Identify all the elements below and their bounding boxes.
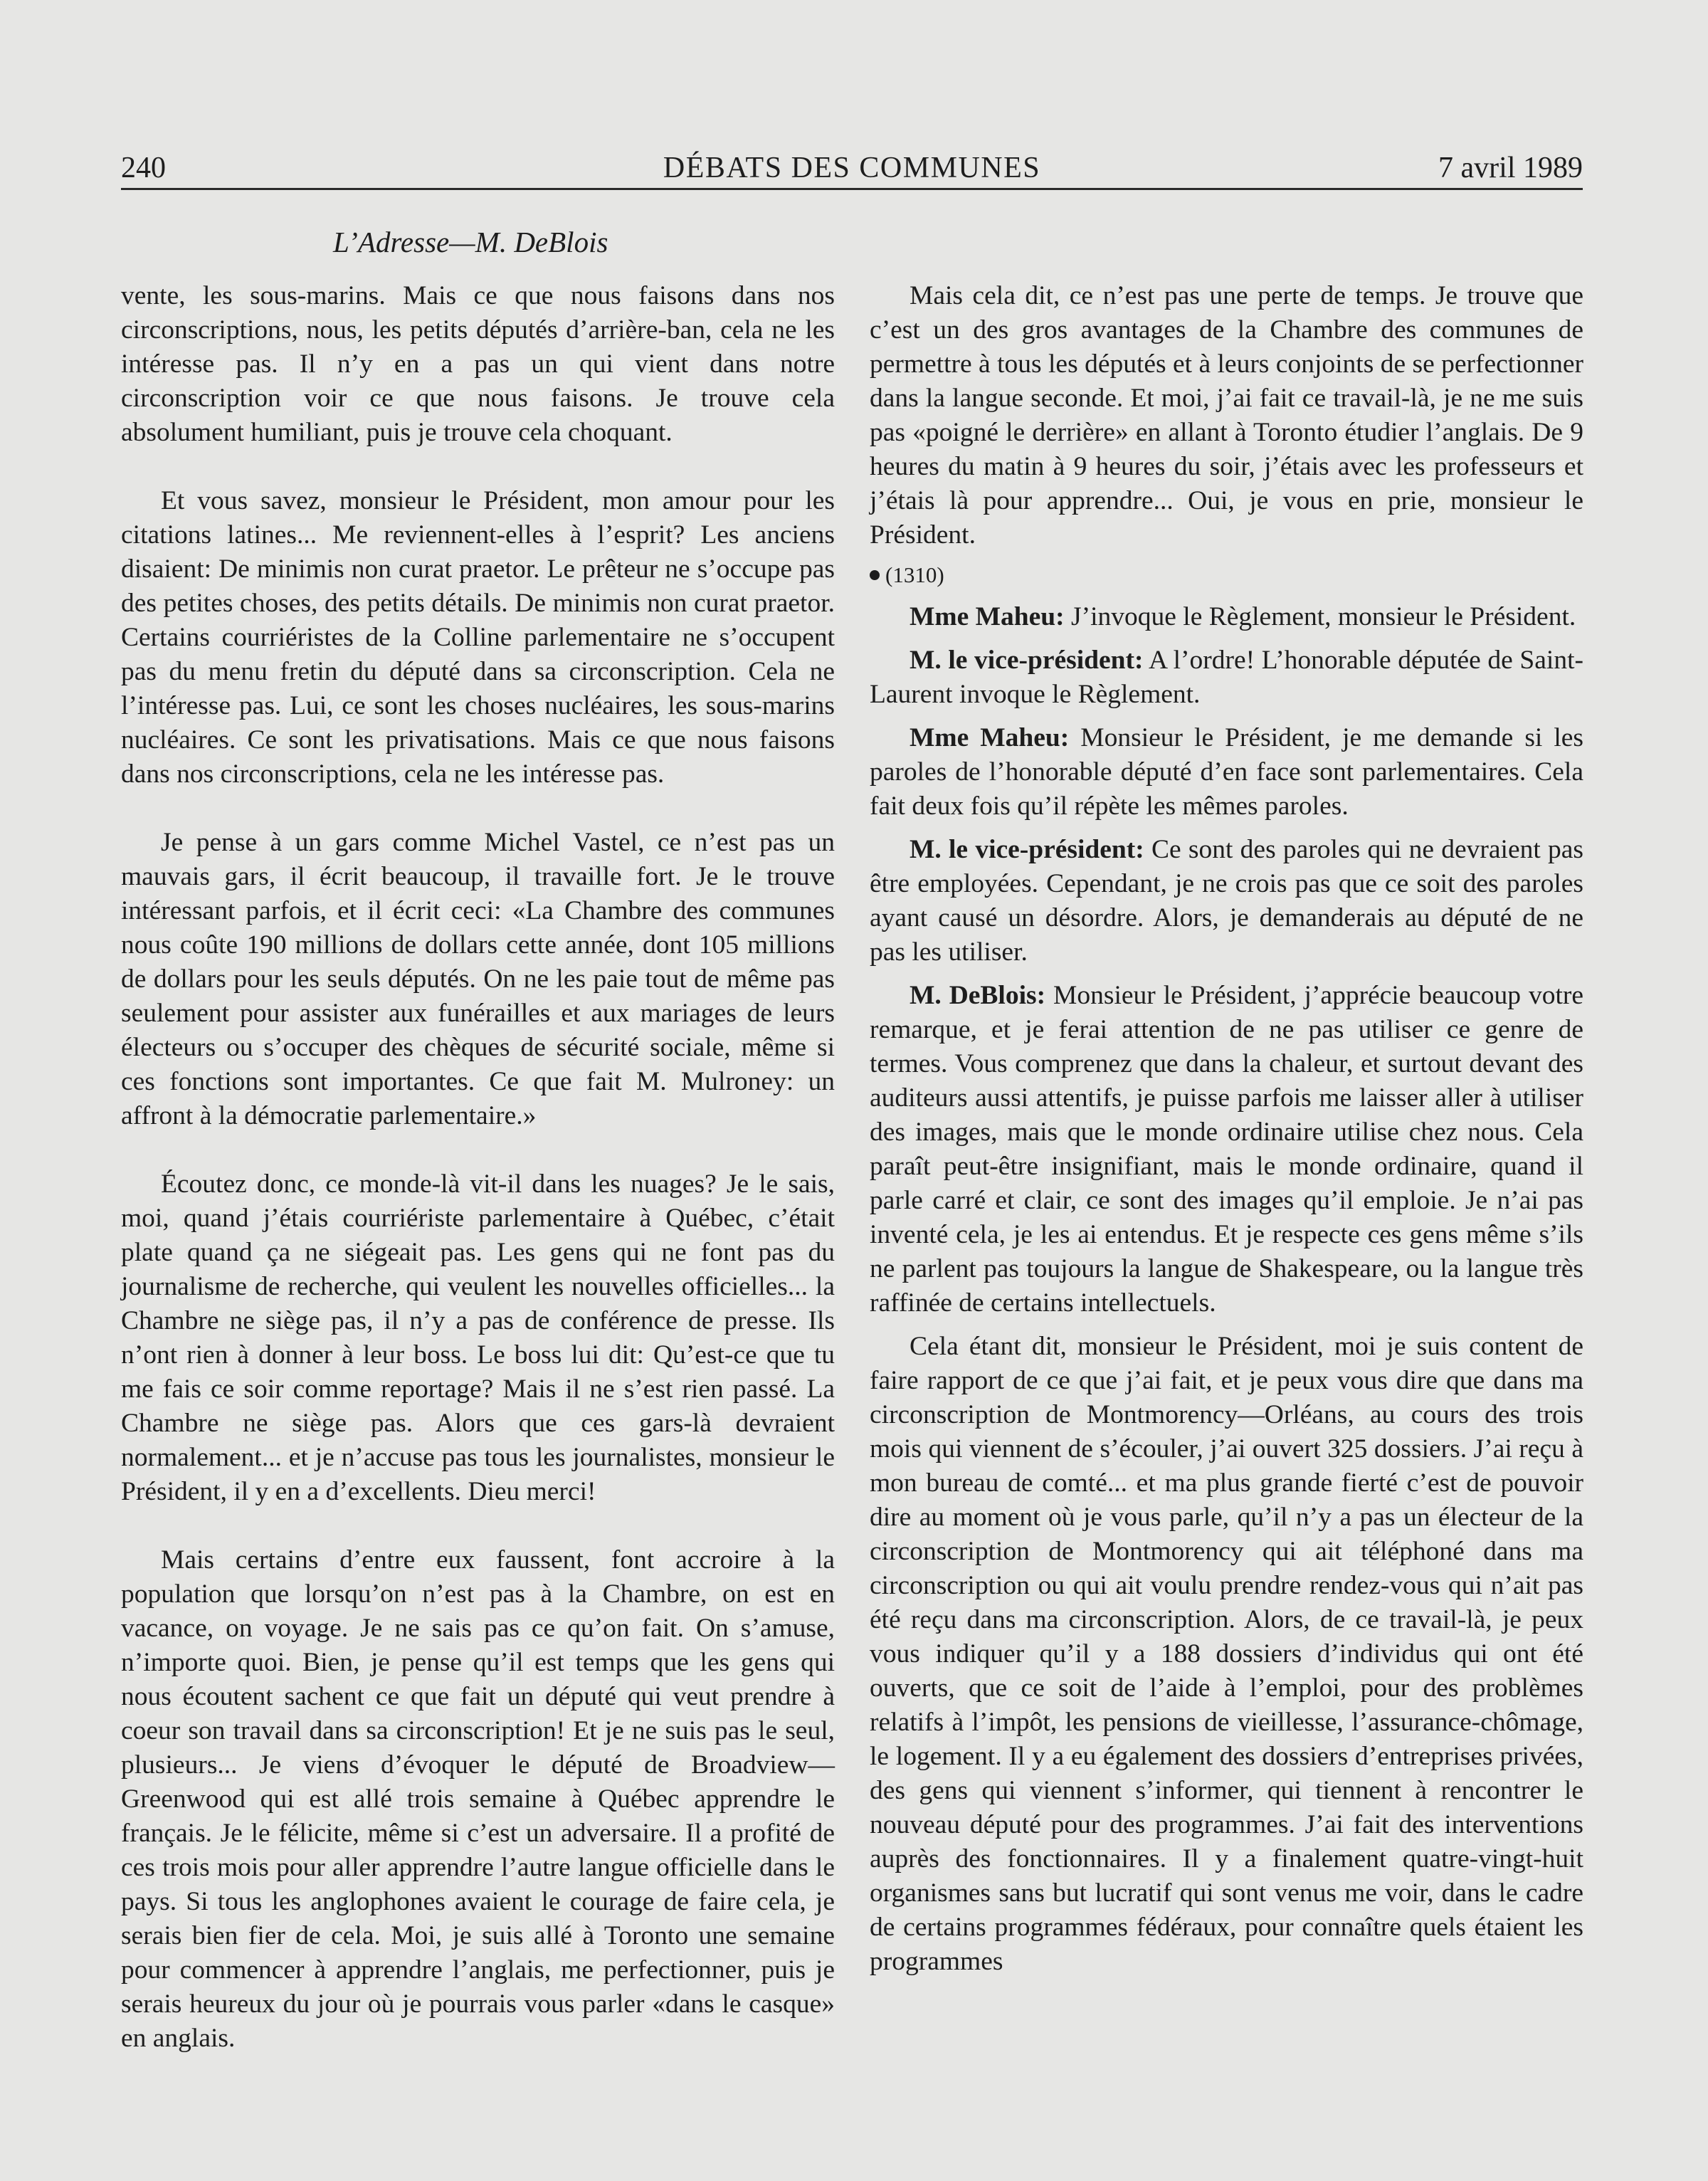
left-column [121, 279, 835, 2056]
speaker-name: Mme Maheu: [910, 602, 1065, 631]
intervention [870, 721, 1583, 824]
time-marker-text: (1310) [885, 562, 944, 587]
speech-text: Ce sont des paroles qui ne devraient pas être employées. Cependant, je ne crois pas que ce soit des paroles ayant causé un désordre. Alors, je demanderais au député de ne pas les utiliser. [870, 835, 1583, 967]
paragraph: vente, les sous-marins. Mais ce que nous faisons dans nos circonscriptions, nous, les petits députés d’arrière-ban, cela ne les intéresse pas. Il n’y en a pas un qui vient dans notre circonscription voir ce que nous faisons. Je trouve cela absolument humiliant, puis je trouve cela choquant. [121, 281, 835, 447]
page-number: 240 [121, 152, 166, 184]
publication-title: DÉBATS DES COMMUNES [663, 152, 1041, 184]
intervention [870, 600, 1583, 634]
speaker-name: M. le vice-président: [910, 646, 1144, 675]
speaker-name: M. le vice-président: [910, 835, 1144, 864]
speaker-name: M. DeBlois: [910, 981, 1046, 1010]
right-column [870, 279, 1583, 1979]
page-header [121, 148, 1583, 190]
speaker-name: Mme Maheu: [910, 723, 1070, 752]
speech-text: J’invoque le Règlement, monsieur le Président. [1071, 602, 1576, 631]
paragraph: Mais certains d’entre eux faussent, font accroire à la population que lorsqu’on n’est pas à la Chambre, on est en vacance, on voyage. Je ne sais pas ce qu’on fait. On s’amuse, n’importe quoi. Bien, je pense qu’il est temps que les gens qui nous écoutent sachent ce que fait un député qui veut prendre à coeur son travail dans sa circonscription! Et je ne suis pas le seul, plusieurs... Je viens d’évoquer le député de Broadview—Greenwood qui est allé trois semaine à Québec apprendre le français. Je le félicite, même si c’est un adversaire. Il a profité de ces trois mois pour aller apprendre l’autre langue officielle dans le pays. Si tous les anglophones avaient le courage de faire cela, je serais bien fier de cela. Moi, je suis allé à Toronto une semaine pour commencer à apprendre l’anglais, me perfectionner, puis je serais heureux du jour où je pourrais vous parler «dans le casque» en anglais. [121, 1545, 835, 2053]
time-marker [870, 559, 1583, 591]
publication-date: 7 avril 1989 [1438, 152, 1583, 184]
paragraph: Cela étant dit, monsieur le Président, moi je suis content de faire rapport de ce que j’ai fait, et je peux vous dire que dans ma circonscription de Montmorency—Orléans, au cours des trois mois qui viennent de s’écouler, j’ai ouvert 325 dossiers. J’ai reçu à mon bureau de comté... et ma plus grande fierté c’est de pouvoir dire au moment où je vous parle, qu’il n’y a pas un électeur de la circonscription de Montmorency qui ait téléphoné dans ma circonscription ou qui ait voulu prendre rendez-vous qui n’ait pas été reçu dans ma circonscription. Alors, de ce travail-là, je peux vous indiquer qu’il y a 188 dossiers d’individus qui ont été ouverts, que ce soit de l’aide à l’emploi, pour des problèmes relatifs à l’impôt, les pensions de vieillesse, l’assurance-chômage, le logement. Il y a eu également des dossiers d’entreprises privées, des gens qui viennent s’informer, qui tiennent à rencontrer le nouveau député pour des programmes. J’ai fait des interventions auprès des fonctionnaires. Il y a finalement quatre-vingt-huit organismes sans but lucratif qui sont venus me voir, dans le cadre de certains programmes fédéraux, pour connaître quels étaient les programmes [870, 1332, 1583, 1976]
paragraph: Et vous savez, monsieur le Président, mon amour pour les citations latines... Me reviennent-elles à l’esprit? Les anciens disaient: De minimis non curat praetor. Le prêteur ne s’occupe pas des petites choses, des petits détails. De minimis non curat praetor. Certains courriéristes de la Colline parlementaire ne s’occupent pas du menu fretin du député dans sa circonscription. Cela ne l’intéresse pas. Lui, ce sont les choses nucléaires, les sous-marins nucléaires. Ce sont les privatisations. Mais ce que nous faisons dans nos circonscriptions, cela ne les intéresse pas. [121, 486, 835, 789]
speech-text: Monsieur le Président, je me demande si les paroles de l’honorable député d’en face sont parlementaires. Cela fait deux fois qu’il répète les mêmes paroles. [870, 723, 1584, 821]
speech-text: A l’ordre! L’honorable députée de Saint-Laurent invoque le Règlement. [870, 646, 1583, 709]
paragraph: Écoutez donc, ce monde-là vit-il dans les nuages? Je le sais, moi, quand j’étais courriériste parlementaire à Québec, c’était plate quand ça ne siégeait pas. Les gens qui ne font pas du journalisme de recherche, qui veulent les nouvelles officielles... la Chambre ne siège pas, il n’y a pas de conférence de presse. Ils n’ont rien à donner à leur boss. Le boss lui dit: Qu’est-ce que tu me fais ce soir comme reportage? Mais il ne s’est rien passé. La Chambre ne siège pas. Alors que ces gars-là devraient normalement... et je n’accuse pas tous les journalistes, monsieur le Président, il y en a d’excellents. Dieu merci! [121, 1170, 835, 1506]
running-head: L’Adresse—M. DeBlois [333, 226, 608, 258]
bullet-icon [870, 570, 880, 580]
paragraph: Je pense à un gars comme Michel Vastel, ce n’est pas un mauvais gars, il écrit beaucoup, il travaille fort. Je le trouve intéressant parfois, et il écrit ceci: «La Chambre des communes nous coûte 190 millions de dollars cette année, dont 105 millions de dollars pour les seuls députés. On ne les paie tout de même pas seulement pour assister aux funérailles et aux mariages de leurs électeurs ou s’occuper des chèques de sécurité sociale, même si ces fonctions sont importantes. Ce que fait M. Mulroney: un affront à la démocratie parlementaire.» [121, 828, 835, 1130]
paragraph: Mais cela dit, ce n’est pas une perte de temps. Je trouve que c’est un des gros avantages de la Chambre des communes de permettre à tous les députés et à leurs conjoints de se perfectionner dans la langue seconde. Et moi, j’ai fait ce travail-là, je ne me suis pas «poigné le derrière» en allant à Toronto étudier l’anglais. De 9 heures du matin à 9 heures du soir, j’étais avec les professeurs et j’étais là pour apprendre... Oui, je vous en prie, monsieur le Président. [870, 281, 1583, 550]
intervention [870, 833, 1583, 969]
intervention [870, 979, 1583, 1320]
speech-text: Monsieur le Président, j’apprécie beaucoup votre remarque, et je ferai attention de ne pas utiliser ce genre de termes. Vous comprenez que dans la chaleur, et surtout devant des auditeurs aussi attentifs, je puisse parfois me laisser aller à utiliser des images, mais que le monde ordinaire utilise chez nous. Cela paraît peut-être insignifiant, mais le monde ordinaire, quand il parle carré et clair, ce sont des images qu’il emploie. Je n’ai pas inventé cela, je les ai entendus. Et je respecte ces gens même s’ils ne parlent pas toujours la langue de Shakespeare, ou la langue très raffinée de certains intellectuels. [870, 981, 1583, 1318]
intervention [870, 643, 1583, 712]
